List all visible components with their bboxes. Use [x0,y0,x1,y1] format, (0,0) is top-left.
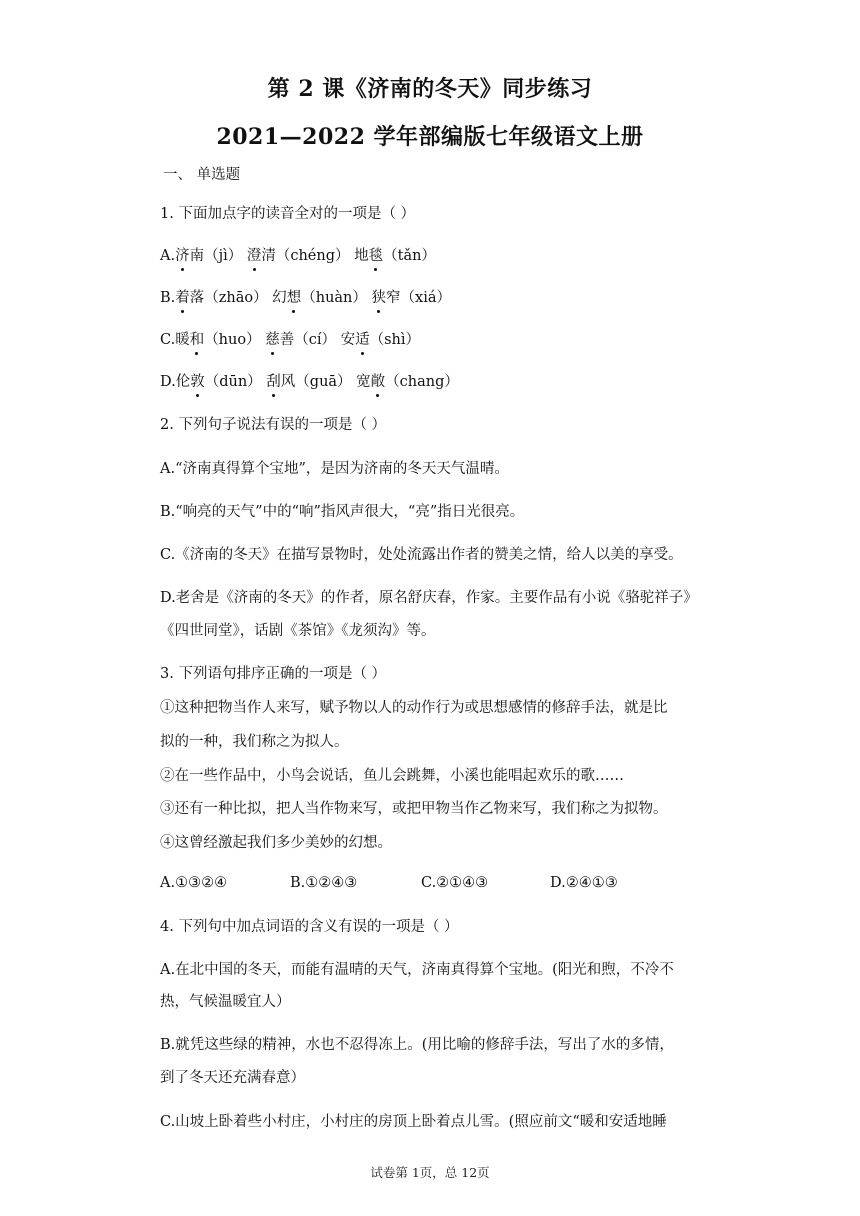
question-1-option-c [160,330,420,350]
option-text: （tǎn） [383,248,436,264]
emphasis-dot-char: 敞 [370,374,386,390]
emphasis-dot-char: 着 [175,290,190,306]
emphasis-dot-char: 敦 [190,374,205,390]
question-2-option-d-line1: D.老舍是《济南的冬天》的作者，原名舒庆春，作家。主要作品有小说《骆驼祥子》 [160,590,698,606]
question-3-option-c: C.②①④③ [421,875,489,891]
question-2-option-b: B.“响亮的天气”中的“响”指风声很大，“亮”指日光很亮。 [160,504,525,520]
question-3-option-b: B.①②④③ [290,875,358,891]
option-text: 风（guā） 宽 [280,374,371,390]
question-3-option-a: A.①③②④ [160,875,228,891]
option-text: 南（jì） [189,248,247,264]
option-text: 善（cí） 安 [279,332,356,348]
question-1-stem: 1. 下面加点字的读音全对的一项是（ ） [160,206,416,222]
emphasis-dot-char: 毯 [368,248,384,264]
question-4-stem: 4. 下列句中加点词语的含义有误的一项是（ ） [160,919,459,935]
option-text: 伦 [175,374,191,390]
option-text: 落（zhāo） 幻 [189,290,287,306]
option-text: （chang） [385,374,459,390]
question-2-stem: 2. 下列句子说法有误的一项是（ ） [160,417,387,433]
section-heading: 一、 单选题 [163,167,241,183]
question-3-sentence-3: ③还有一种比拟，把人当作物来写，或把甲物当作乙物来写，我们称之为拟物。 [160,801,668,817]
question-4-option-b-line1: B.就凭这些绿的精神，水也不忍得冻上。(用比喻的修辞手法，写出了水的多情， [160,1037,674,1053]
option-label: A. [160,248,176,264]
option-text: （dūn） [204,374,267,390]
question-3-sentence-2: ②在一些作品中，小鸟会说话，鱼儿会跳舞，小溪也能唱起欢乐的歌…… [160,768,624,784]
question-4-option-a-line1: A.在北中国的冬天，而能有温晴的天气，济南真得算个宝地。(阳光和煦，不冷不 [160,962,674,978]
page-footer: 试卷第 1页，总 12页 [370,1165,490,1180]
question-3-stem: 3. 下列语句排序正确的一项是（ ） [160,666,387,682]
option-text: （huo） [204,332,266,348]
emphasis-dot-char: 济 [175,248,190,264]
option-text: （huàn） [301,290,372,306]
emphasis-dot-char: 狭 [371,290,387,306]
question-2-option-d-line2: 《四世同堂》，话剧《茶馆》《龙须沟》等。 [160,623,436,639]
option-label: C. [160,332,176,348]
question-3-sentence-4: ④这曾经激起我们多少美妙的幻想。 [160,835,392,851]
emphasis-dot-char: 刮 [266,374,281,390]
question-2-option-c: C.《济南的冬天》在描写景物时，处处流露出作者的赞美之情，给人以美的享受。 [160,547,683,563]
question-4-option-c-line1: C.山坡上卧着些小村庄，小村庄的房顶上卧着点儿雪。(照应前文“暖和安适地睡 [160,1114,667,1130]
option-text: 清（chéng） 地 [261,248,369,264]
question-1-option-b [160,288,451,308]
question-3-option-d: D.②④①③ [550,875,618,891]
emphasis-dot-char: 慈 [265,332,280,348]
option-text: （shì） [369,332,421,348]
option-label: D. [160,374,176,390]
option-text: 窄（xiá） [386,290,451,306]
question-4-option-a-line2: 热，气候温暖宜人） [160,994,291,1010]
question-3-sentence-1-line1: ①这种把物当作人来写，赋予物以人的动作行为或思想感情的修辞手法，就是比 [160,700,668,716]
question-3-sentence-1-line2: 拟的一种，我们称之为拟人。 [160,734,349,750]
page-title: 第 2 课《济南的冬天》同步练习 [267,76,593,102]
option-text: 暖 [175,332,190,348]
question-4-option-b-line2: 到了冬天还充满春意） [160,1070,305,1086]
emphasis-dot-char: 想 [286,290,302,306]
emphasis-dot-char: 适 [355,332,370,348]
page-subtitle: 2021—2022 学年部编版七年级语文上册 [216,124,644,150]
emphasis-dot-char: 和 [189,332,205,348]
emphasis-dot-char: 澄 [246,248,262,264]
question-1-option-a [160,246,436,266]
question-1-option-d [160,372,459,392]
option-label: B. [160,290,176,306]
question-2-option-a: A.“济南真得算个宝地”，是因为济南的冬天天气温晴。 [160,461,509,477]
